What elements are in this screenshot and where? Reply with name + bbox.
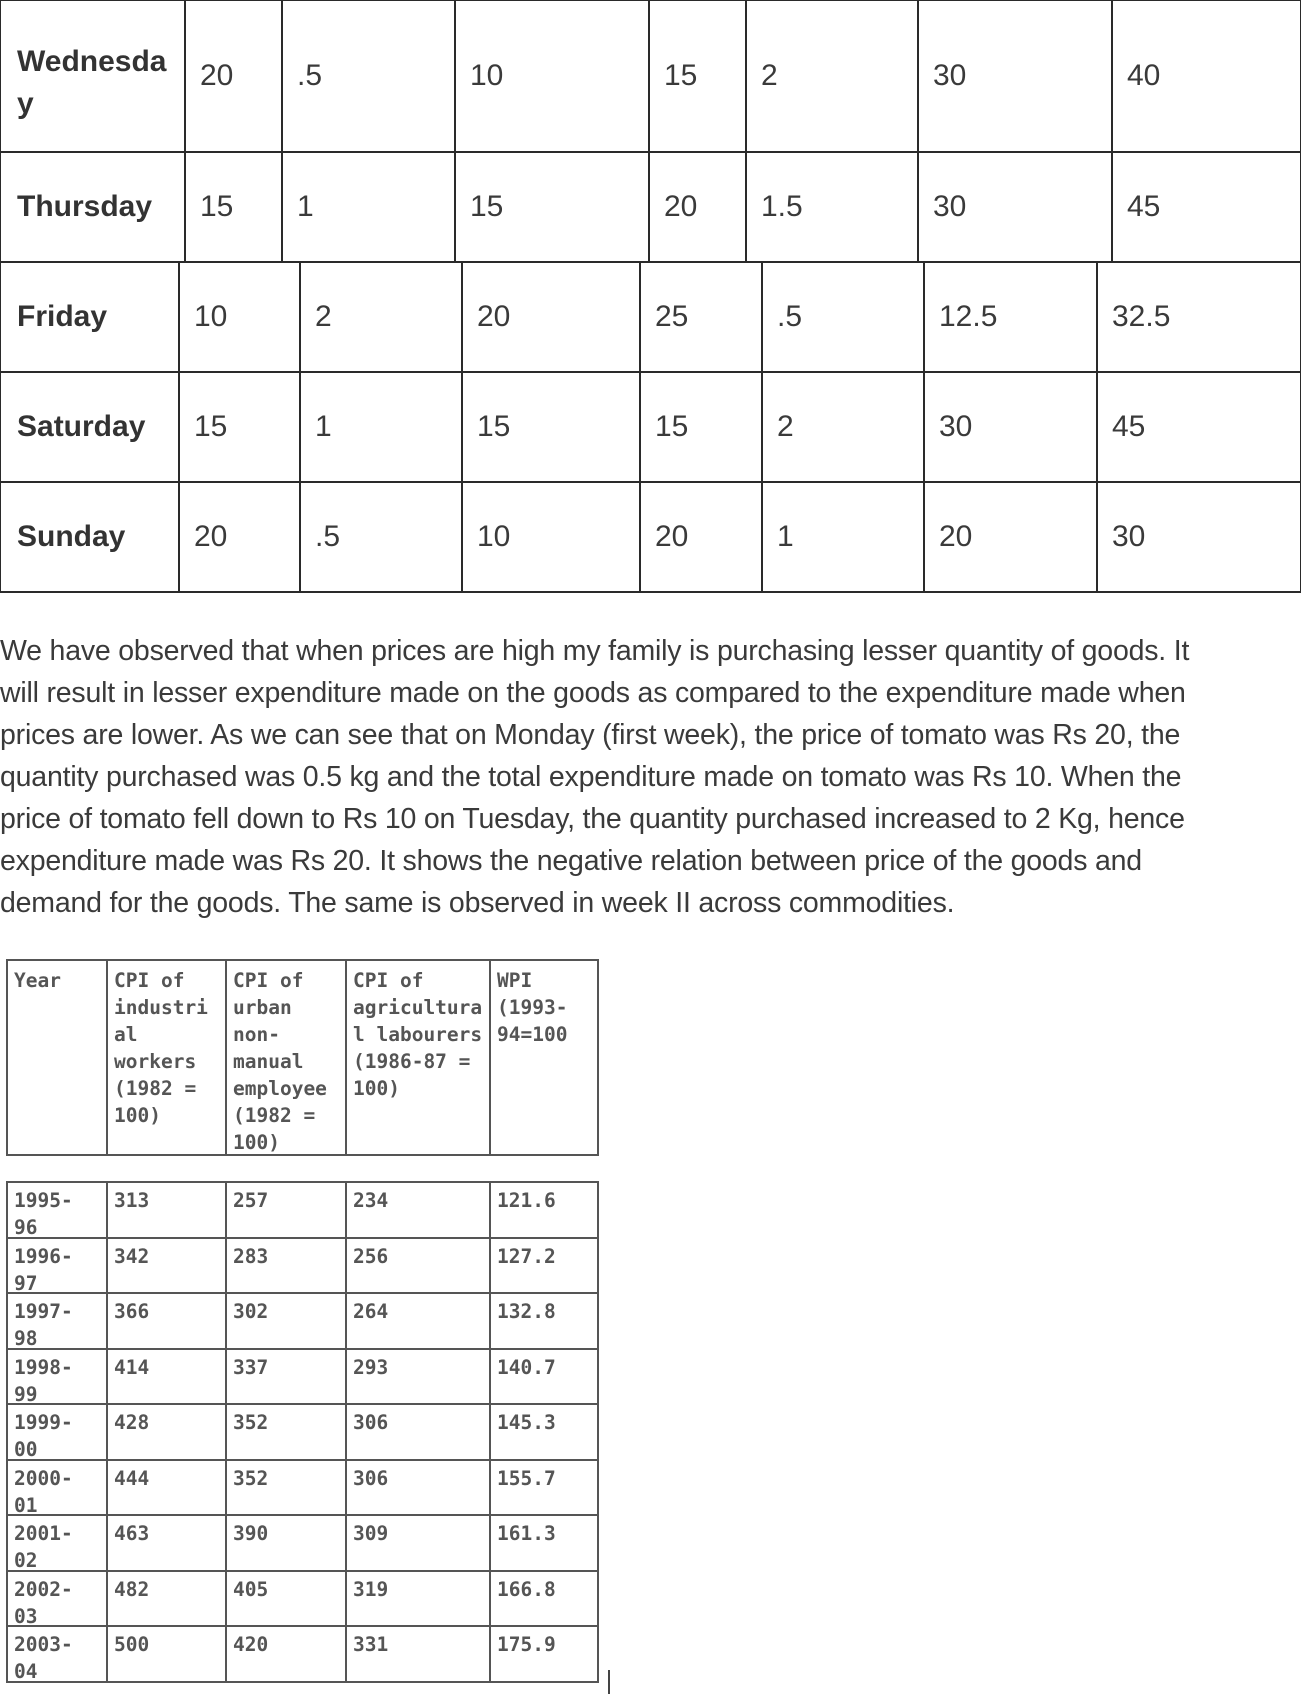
- table-cell: 25: [639, 261, 763, 373]
- table-cell: 30: [917, 151, 1113, 263]
- decorative-mark: [608, 1670, 610, 1694]
- table-cell: .5: [281, 0, 456, 153]
- column-header: CPI of urban non-manual employee (1982 = 100): [225, 959, 347, 1156]
- table-cell: 283: [225, 1237, 347, 1295]
- table-cell: 127.2: [489, 1237, 599, 1295]
- table-cell: 306: [345, 1459, 491, 1517]
- paragraph-line: expenditure made was Rs 20. It shows the negative relation between price of the goods and: [0, 845, 1142, 877]
- table-cell: 302: [225, 1292, 347, 1350]
- table-cell: 155.7: [489, 1459, 599, 1517]
- table-cell: 20: [923, 481, 1098, 593]
- table-cell: 2: [761, 371, 925, 483]
- table-cell: 2: [745, 0, 919, 153]
- table-cell: 32.5: [1096, 261, 1301, 373]
- table-cell: 40: [1111, 0, 1301, 153]
- paragraph-line: demand for the goods. The same is observed in week II across commodities.: [0, 887, 955, 919]
- table-cell: 175.9: [489, 1625, 599, 1683]
- table-cell: 1.5: [745, 151, 919, 263]
- table-cell: 414: [106, 1348, 227, 1406]
- table-cell: 309: [345, 1514, 491, 1572]
- day-label: Sunday: [0, 481, 180, 593]
- table-cell: 2: [299, 261, 463, 373]
- year-cell: 2002-03: [6, 1570, 108, 1628]
- table-cell: 444: [106, 1459, 227, 1517]
- day-label: Friday: [0, 261, 180, 373]
- table-cell: 428: [106, 1403, 227, 1461]
- year-cell: 2003-04: [6, 1625, 108, 1683]
- table-cell: 256: [345, 1237, 491, 1295]
- table-cell: 12.5: [923, 261, 1098, 373]
- day-label: Thursday: [0, 151, 186, 263]
- table-row: [0, 372, 1301, 484]
- table-cell: 500: [106, 1625, 227, 1683]
- table-cell: 331: [345, 1625, 491, 1683]
- table-cell: 45: [1096, 371, 1301, 483]
- table-cell: .5: [761, 261, 925, 373]
- paragraph-line: quantity purchased was 0.5 kg and the total expenditure made on tomato was Rs 10. When the: [0, 761, 1182, 793]
- column-header: Year: [6, 959, 108, 1156]
- table-cell: 1: [281, 151, 456, 263]
- table-row: [0, 152, 1301, 264]
- table-cell: 482: [106, 1570, 227, 1628]
- table-cell: 313: [106, 1181, 227, 1239]
- table-cell: 293: [345, 1348, 491, 1406]
- column-header: CPI of industrial workers (1982 = 100): [106, 959, 227, 1156]
- table-cell: 30: [1096, 481, 1301, 593]
- table-cell: 352: [225, 1459, 347, 1517]
- table-row: [0, 0, 1301, 154]
- year-cell: 2001-02: [6, 1514, 108, 1572]
- table-cell: 1: [761, 481, 925, 593]
- column-header: WPI (1993-94=100: [489, 959, 599, 1156]
- table-cell: 405: [225, 1570, 347, 1628]
- table-cell: 10: [461, 481, 641, 593]
- year-cell: 1998-99: [6, 1348, 108, 1406]
- table-cell: 390: [225, 1514, 347, 1572]
- table-cell: 10: [178, 261, 301, 373]
- table-cell: 337: [225, 1348, 347, 1406]
- table-cell: 463: [106, 1514, 227, 1572]
- day-label: Saturday: [0, 371, 180, 483]
- table-cell: 15: [184, 151, 283, 263]
- table-cell: 366: [106, 1292, 227, 1350]
- table-cell: 20: [461, 261, 641, 373]
- table-cell: 20: [639, 481, 763, 593]
- table-cell: 45: [1111, 151, 1301, 263]
- table-cell: 319: [345, 1570, 491, 1628]
- table-cell: 140.7: [489, 1348, 599, 1406]
- table-cell: 20: [178, 481, 301, 593]
- paragraph-line: will result in lesser expenditure made on the goods as compared to the expenditure made when: [0, 677, 1186, 709]
- year-cell: 1995-96: [6, 1181, 108, 1239]
- table-cell: 352: [225, 1403, 347, 1461]
- table-cell: 306: [345, 1403, 491, 1461]
- paragraph-line: We have observed that when prices are high my family is purchasing lesser quantity of goods. It: [0, 635, 1190, 667]
- table-cell: 264: [345, 1292, 491, 1350]
- table-cell: 257: [225, 1181, 347, 1239]
- table-cell: 161.3: [489, 1514, 599, 1572]
- table-cell: 121.6: [489, 1181, 599, 1239]
- table-row: [0, 482, 1301, 594]
- year-cell: 2000-01: [6, 1459, 108, 1517]
- table-cell: .5: [299, 481, 463, 593]
- paragraph-line: price of tomato fell down to Rs 10 on Tuesday, the quantity purchased increased to 2 Kg, hence: [0, 803, 1185, 835]
- table-cell: 166.8: [489, 1570, 599, 1628]
- table-cell: 20: [184, 0, 283, 153]
- column-header: CPI of agricultural labourers (1986-87 = 100): [345, 959, 491, 1156]
- table-cell: 1: [299, 371, 463, 483]
- table-cell: 15: [639, 371, 763, 483]
- table-row: [0, 262, 1301, 374]
- table-cell: 30: [917, 0, 1113, 153]
- table-cell: 15: [178, 371, 301, 483]
- explanation-paragraph: [0, 630, 1301, 924]
- year-cell: 1999-00: [6, 1403, 108, 1461]
- year-cell: 1996-97: [6, 1237, 108, 1295]
- table-cell: 145.3: [489, 1403, 599, 1461]
- table-cell: 420: [225, 1625, 347, 1683]
- table-cell: 15: [454, 151, 650, 263]
- paragraph-line: prices are lower. As we can see that on Monday (first week), the price of tomato was Rs 20, the: [0, 719, 1181, 751]
- table-cell: 15: [461, 371, 641, 483]
- year-cell: 1997-98: [6, 1292, 108, 1350]
- table-cell: 30: [923, 371, 1098, 483]
- table-cell: 234: [345, 1181, 491, 1239]
- table-cell: 15: [648, 0, 747, 153]
- table-cell: 132.8: [489, 1292, 599, 1350]
- day-label: Wednesday: [0, 0, 186, 153]
- table-cell: 342: [106, 1237, 227, 1295]
- table-cell: 10: [454, 0, 650, 153]
- table-cell: 20: [648, 151, 747, 263]
